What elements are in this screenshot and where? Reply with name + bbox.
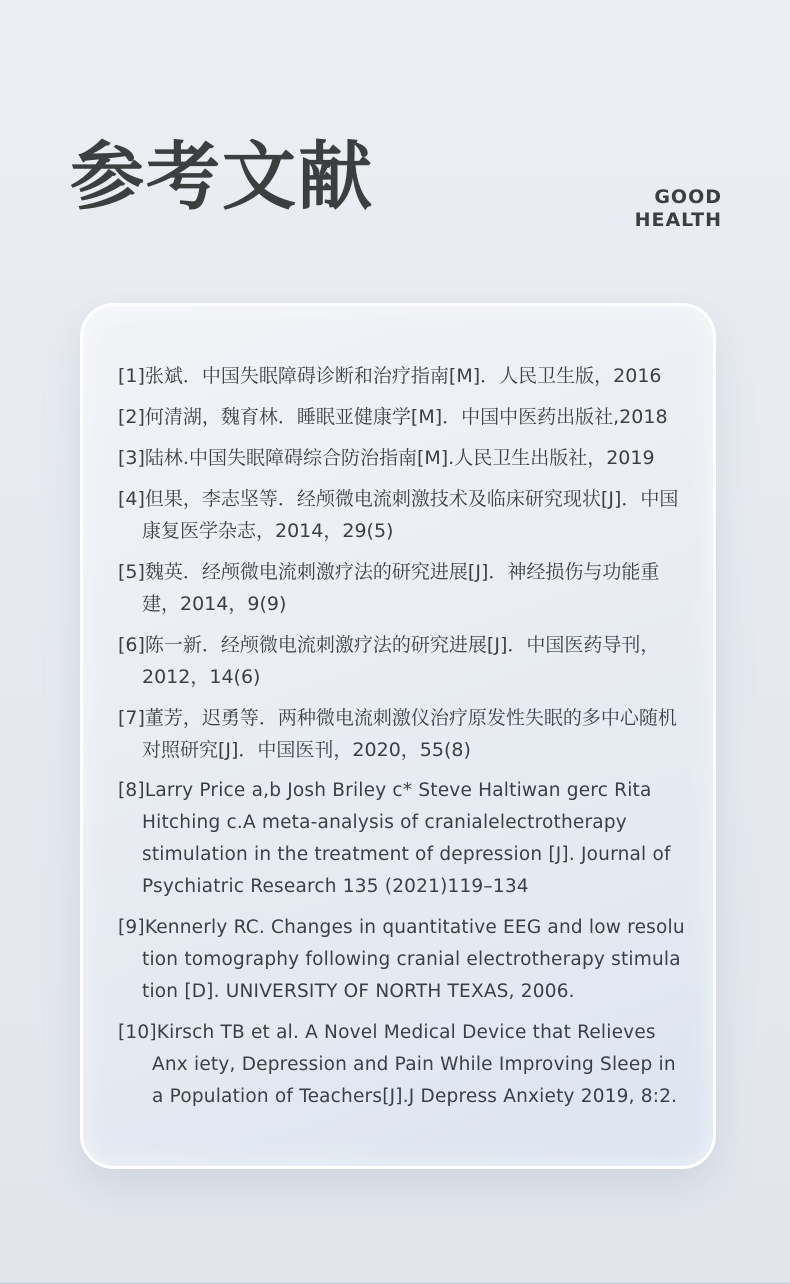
reference-item <box>118 1017 690 1113</box>
reference-number: [8] <box>118 780 145 801</box>
reference-number: [3] <box>118 447 145 469</box>
reference-item <box>118 556 690 620</box>
reference-text: 张斌．中国失眠障碍诊断和治疗指南[M]．人民卫生版，2016 <box>144 365 662 387</box>
brand-line-good: GOOD <box>654 186 722 208</box>
reference-number: [6] <box>118 634 145 656</box>
reference-text: Kirsch TB et al. A Novel Medical Device that Relieves Anx iety, Depression and Pain While Improving Sleep in a Population of Teachers[J].J Depress Anxiety 2019, 8:2. <box>152 1022 678 1107</box>
reference-number: [7] <box>118 707 145 729</box>
reference-item <box>118 483 690 547</box>
reference-number: [1] <box>118 365 145 387</box>
reference-text: 魏英．经颅微电流刺激疗法的研究进展[J]．神经损伤与功能重建，2014，9(9) <box>142 561 660 615</box>
brand-logo <box>635 186 722 232</box>
reference-text: 陆林.中国失眠障碍综合防治指南[M].人民卫生出版社，2019 <box>144 447 655 469</box>
page-title: 参考文献 <box>70 134 374 220</box>
reference-text: Kennerly RC. Changes in quantitative EEG and low resolu tion tomography following cranial electrotherapy stimula tion [D]. UNIVERSITY OF NORTH TEXAS, 2006. <box>142 917 685 1002</box>
reference-number: [10] <box>118 1022 157 1043</box>
reference-item <box>118 629 690 693</box>
reference-item <box>118 442 690 474</box>
reference-item <box>118 401 690 433</box>
reference-item <box>118 775 690 903</box>
reference-number: [4] <box>118 488 145 510</box>
reference-number: [5] <box>118 561 145 583</box>
brand-line-health: HEALTH <box>634 209 722 231</box>
reference-text: 陈一新．经颅微电流刺激疗法的研究进展[J]．中国医药导刊，2012，14(6) <box>142 634 660 688</box>
reference-item <box>118 360 690 392</box>
reference-number: [2] <box>118 406 145 428</box>
reference-text: 何清湖，魏育林．睡眠亚健康学[M]．中国中医药出版社,2018 <box>144 406 668 428</box>
reference-list <box>118 360 690 1122</box>
reference-item <box>118 912 690 1008</box>
reference-text: Larry Price a,b Josh Briley c* Steve Haltiwan gerc Rita Hitching c.A meta-analysis of cranialelectrotherapy stimulation in the treatment of depression [J]. Journal of Psychiatric Research 135 (2021)119–134 <box>142 780 671 897</box>
reference-text: 但果，李志坚等．经颅微电流刺激技术及临床研究现状[J]．中国康复医学杂志，2014，29(5) <box>142 488 679 542</box>
reference-text: 董芳，迟勇等．两种微电流刺激仪治疗原发性失眠的多中心随机对照研究[J]．中国医刊，2020，55(8) <box>142 707 677 761</box>
reference-number: [9] <box>118 917 145 938</box>
reference-item <box>118 702 690 766</box>
